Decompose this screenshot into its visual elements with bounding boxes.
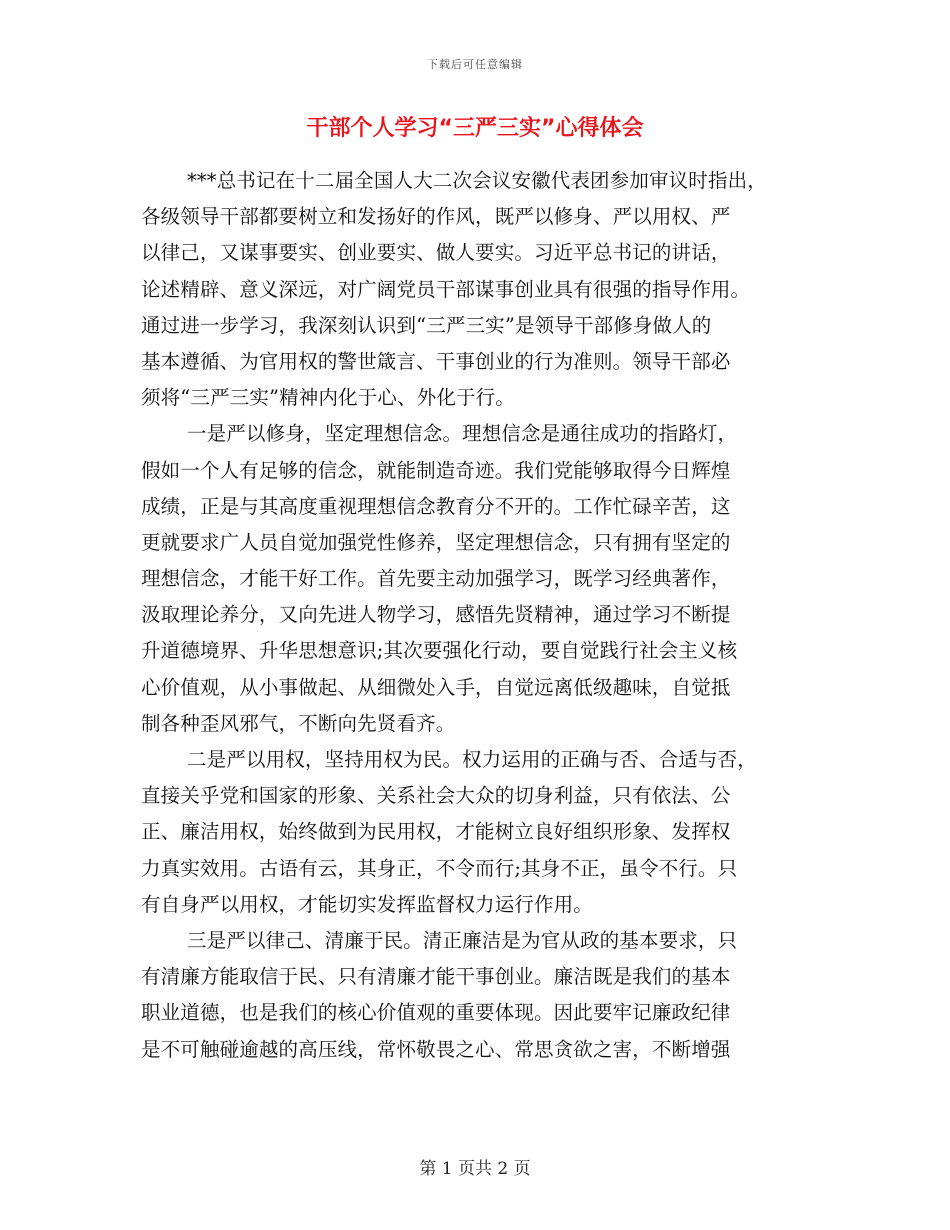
page-header-note: 下载后可任意编辑	[427, 58, 523, 71]
text-line: ***总书记在十二届全国人大二次会议安徽代表团参加审议时指出，	[187, 169, 767, 192]
text-line: 二是严以用权，坚持用权为民。权力运用的正确与否、合适与否，	[187, 748, 757, 771]
text-line: 更就要求广人员自觉加强党性修养，坚定理想信念，只有拥有坚定的	[141, 530, 731, 554]
text-line: 直接关乎党和国家的形象、关系社会大众的切身利益，只有依法、公	[141, 784, 731, 808]
text-line: 各级领导干部都要树立和发扬好的作风，既严以修身、严以用权、严	[141, 205, 731, 229]
text-line: 成绩，正是与其高度重视理想信念教育分不开的。工作忙碌辛苦，这	[141, 494, 731, 518]
text-line: 有清廉方能取信于民、只有清廉才能干事创业。廉洁既是我们的基本	[141, 965, 731, 989]
text-line: 有自身严以用权，才能切实发挥监督权力运行作用。	[141, 892, 593, 916]
text-line: 假如一个人有足够的信念，就能制造奇迹。我们党能够取得今日辉煌	[141, 458, 731, 482]
text-line: 汲取理论养分，又向先进人物学习，感悟先贤精神，通过学习不断提	[141, 603, 731, 627]
text-line: 制各种歪风邪气，不断向先贤看齐。	[141, 711, 456, 735]
text-line: 论述精辟、意义深远，对广阔党员干部谋事创业具有很强的指导作用。	[141, 277, 751, 301]
text-line: 升道德境界、升华思想意识;其次要强化行动，要自觉践行社会主义核	[141, 639, 738, 663]
text-line: 理想信念，才能干好工作。首先要主动加强学习，既学习经典著作，	[141, 567, 731, 591]
paragraph-2	[141, 416, 811, 742]
text-line: 通过进一步学习，我深刻认识到“三严三实”是领导干部修身做人的	[141, 313, 712, 337]
paragraph-1	[141, 163, 811, 416]
text-line: 以律己，又谋事要实、创业要实、做人要实。习近平总书记的讲话，	[141, 241, 731, 265]
paragraph-4	[141, 923, 811, 1068]
text-line: 基本遵循、为官用权的警世箴言、干事创业的行为准则。领导干部必	[141, 349, 731, 373]
text-line: 三是严以律己、清廉于民。清正廉洁是为官从政的基本要求，只	[187, 928, 738, 952]
text-line: 正、廉洁用权，始终做到为民用权，才能树立良好组织形象、发挥权	[141, 820, 731, 844]
text-line: 心价值观，从小事做起、从细微处入手，自觉远离低级趣味，自觉抵	[141, 675, 731, 699]
paragraph-3	[141, 742, 811, 923]
document-body	[141, 163, 811, 1068]
text-line: 须将“三严三实”精神内化于心、外化于行。	[141, 386, 515, 410]
text-line: 是不可触碰逾越的高压线，常怀敬畏之心、常思贪欲之害，不断增强	[141, 1037, 731, 1061]
text-line: 一是严以修身，坚定理想信念。理想信念是通往成功的指路灯，	[187, 422, 738, 446]
document-title: 干部个人学习“三严三实”心得体会	[306, 116, 644, 141]
page-number: 第 1 页共 2 页	[419, 1159, 531, 1179]
text-line: 力真实效用。古语有云，其身正，不令而行;其身不正，虽令不行。只	[141, 856, 738, 880]
text-line: 职业道德，也是我们的核心价值观的重要体现。因此要牢记廉政纪律	[141, 1001, 731, 1025]
